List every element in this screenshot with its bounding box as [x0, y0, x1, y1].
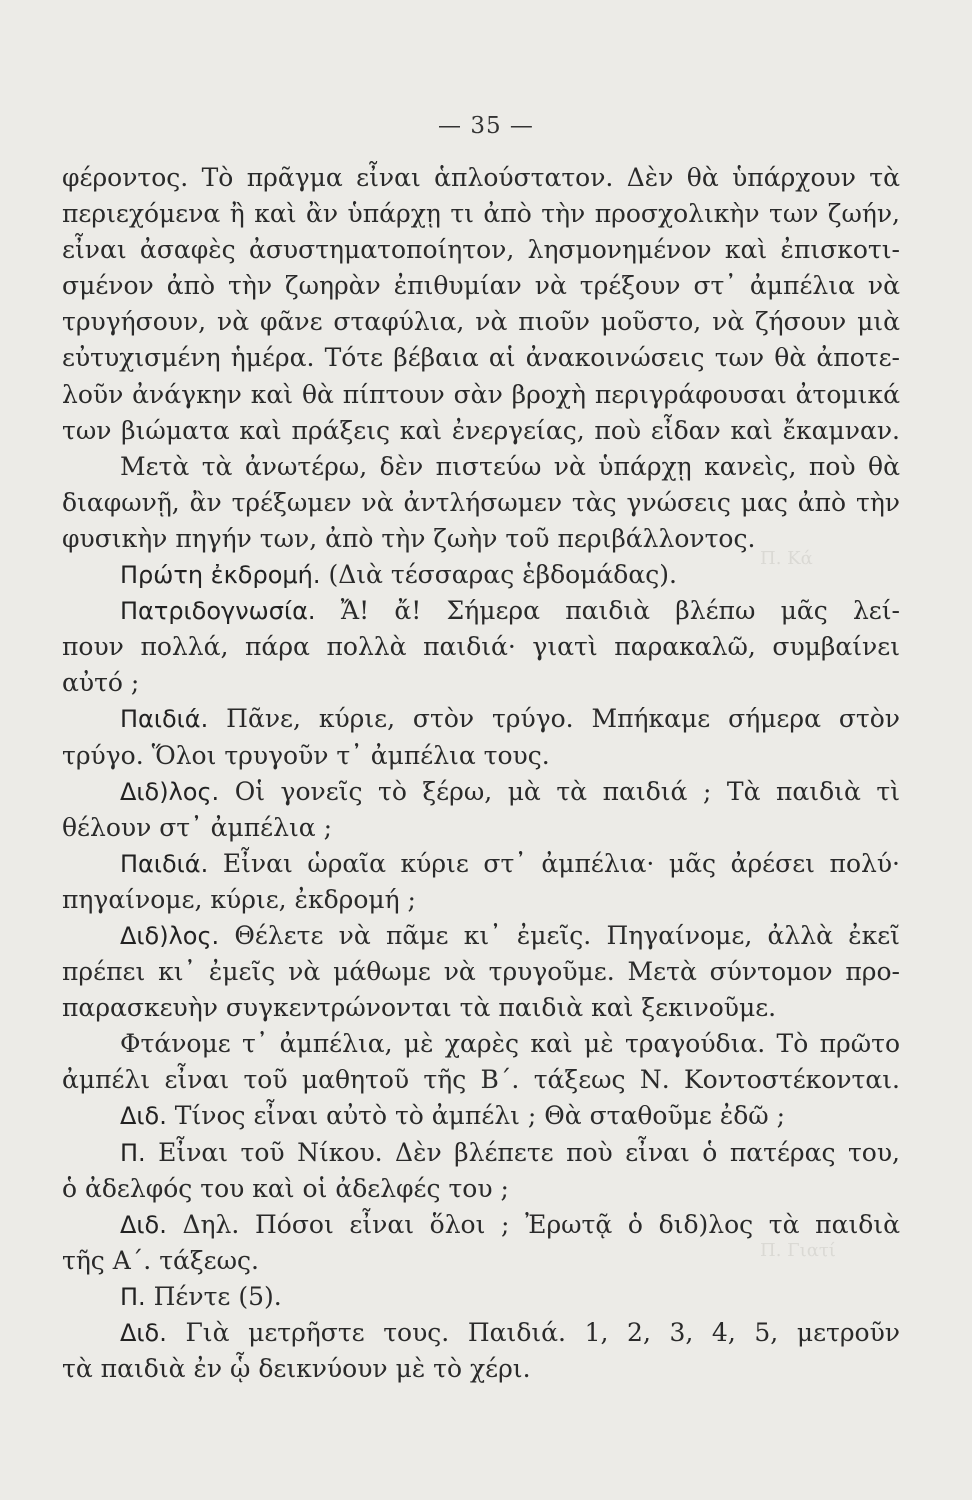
text-line	[62, 268, 900, 304]
show-through-text: Π. Κά	[760, 548, 813, 569]
line-text: τῆς Α΄. τάξεως.	[62, 1245, 259, 1275]
text-line	[62, 196, 900, 232]
text-line	[62, 1279, 900, 1315]
line-text: τρύγο. Ὅλοι τρυγοῦν τ᾽ ἀμπέλια τους.	[62, 740, 550, 770]
line-text: πουν πολλά, πάρα πολλὰ παιδιά· γιατὶ παρακαλῶ, συμβαίνει	[62, 632, 900, 662]
text-line	[62, 1171, 900, 1207]
speaker-label: Διδ)λος.	[120, 777, 220, 806]
text-line	[62, 918, 900, 954]
text-line	[62, 1207, 900, 1243]
speaker-label: Διδ.	[120, 1319, 167, 1347]
line-text: τὰ παιδιὰ ἐν ᾧ δεικνύουν μὲ τὸ χέρι.	[62, 1354, 531, 1384]
line-text: πηγαίνομε, κύριε, ἐκδρομή ;	[62, 884, 416, 914]
line-text: Μετὰ τὰ ἀνωτέρω, δὲν πιστεύω νὰ ὑπάρχῃ κανεὶς, ποὺ θὰ	[120, 451, 900, 481]
body-text	[62, 160, 900, 1387]
line-text: τρυγήσουν, νὰ φᾶνε σταφύλια, νὰ πιοῦν μοῦστο, νὰ ζήσουν μιὰ	[62, 307, 900, 337]
line-text: Πᾶνε, κύριε, στὸν τρύγο. Μπήκαμε σήμερα στὸν	[208, 704, 900, 734]
page-number: — 35 —	[438, 113, 534, 139]
line-text: εὐτυχισμένη ἡμέρα. Τότε βέβαια αἱ ἀνακοινώσεις των θὰ ἀποτε-	[62, 343, 900, 373]
text-line	[62, 1098, 900, 1134]
line-text: διαφωνῇ, ἂν τρέξωμεν νὰ ἀντλήσωμεν τὰς γνώσεις μας ἀπὸ τὴν	[62, 487, 900, 517]
text-line	[62, 665, 900, 701]
line-text: Γιὰ μετρῆστε τους. Παιδιά. 1, 2, 3, 4, 5, μετροῦν	[166, 1318, 900, 1347]
line-text: Θέλετε νὰ πᾶμε κι᾽ ἐμεῖς. Πηγαίνομε, ἀλλὰ ἐκεῖ	[219, 920, 900, 950]
text-line	[62, 1026, 900, 1062]
text-line	[62, 449, 900, 485]
text-line	[62, 1135, 900, 1171]
speaker-label: Π.	[120, 1138, 146, 1167]
text-line	[62, 160, 900, 196]
line-text: Οἱ γονεῖς τὸ ξέρω, μὰ τὰ παιδιά ; Τὰ παιδιὰ τὶ	[219, 776, 900, 806]
text-line	[62, 882, 900, 918]
text-line	[62, 1243, 900, 1279]
line-text: φυσικὴν πηγήν των, ἀπὸ τὴν ζωὴν τοῦ περιβάλλοντος.	[62, 523, 756, 553]
line-text: αὐτό ;	[62, 668, 140, 698]
speaker-label: Παιδιά.	[120, 849, 209, 878]
speaker-label: Πατριδογνωσία.	[120, 597, 316, 626]
text-line	[62, 304, 900, 340]
text-line	[62, 521, 900, 557]
line-text: εἶναι ἀσαφὲς ἀσυστηματοποίητον, λησμονημένον καὶ ἐπισκοτι-	[62, 235, 900, 265]
text-line	[62, 557, 900, 593]
line-text: Φτάνομε τ᾽ ἀμπέλια, μὲ χαρὲς καὶ μὲ τραγούδια. Τὸ πρῶτο	[120, 1029, 900, 1059]
speaker-label: Διδ)λος.	[120, 921, 220, 950]
line-text: (Διὰ τέσσαρας ἑβδομάδας).	[320, 560, 677, 590]
text-line	[62, 485, 900, 521]
text-line	[62, 990, 900, 1026]
speaker-label: Π.	[120, 1282, 146, 1311]
line-text: σμένον ἀπὸ τὴν ζωηρὰν ἐπιθυμίαν νὰ τρέξουν στ᾽ ἀμπέλια νὰ	[62, 271, 900, 301]
text-line	[62, 377, 900, 413]
line-text: των βιώματα καὶ πράξεις καὶ ἐνεργείας, ποὺ εἶδαν καὶ ἔκαμναν.	[62, 415, 900, 445]
text-line	[62, 701, 900, 737]
text-line	[62, 1062, 900, 1098]
line-text: παρασκευὴν συγκεντρώνονται τὰ παιδιὰ καὶ ξεκινοῦμε.	[62, 993, 777, 1023]
text-line	[62, 593, 900, 629]
text-line	[62, 774, 900, 810]
text-line	[62, 413, 900, 449]
text-line	[62, 232, 900, 268]
line-text: πρέπει κι᾽ ἐμεῖς νὰ μάθωμε νὰ τρυγοῦμε. Μετὰ σύντομον προ-	[62, 957, 900, 987]
line-text: λοῦν ἀνάγκην καὶ θὰ πίπτουν σὰν βροχὴ περιγράφουσαι ἀτομικά	[62, 379, 900, 409]
speaker-label: Παιδιά.	[120, 705, 209, 734]
text-line	[62, 738, 900, 774]
show-through-text: Π. Γιατί	[760, 1240, 836, 1261]
line-text: Δηλ. Πόσοι εἶναι ὅλοι ; Ἐρωτᾷ ὁ διδ)λος τὰ παιδιὰ	[166, 1209, 900, 1239]
speaker-label: Διδ.	[120, 1102, 167, 1131]
text-line	[62, 629, 900, 665]
line-text: ὁ ἀδελφός του καὶ οἱ ἀδελφές του ;	[62, 1173, 509, 1203]
line-text: Ἄ! ἄ! Σήμερα παιδιὰ βλέπω μᾶς λεί-	[315, 596, 900, 626]
speaker-label: Διδ.	[120, 1210, 167, 1239]
line-text: ἀμπέλι εἶναι τοῦ μαθητοῦ τῆς Β΄. τάξεως Ν. Κοντοστέκονται.	[62, 1065, 900, 1095]
line-text: Εἶναι τοῦ Νίκου. Δὲν βλέπετε ποὺ εἶναι ὁ πατέρας του,	[145, 1137, 900, 1167]
text-line	[62, 810, 900, 846]
line-text: θέλουν στ᾽ ἀμπέλια ;	[62, 812, 332, 842]
line-text: φέροντος. Τὸ πρᾶγμα εἶναι ἁπλούστατον. Δὲν θὰ ὑπάρχουν τὰ	[62, 163, 900, 192]
line-text: Τίνος εἶναι αὐτὸ τὸ ἀμπέλι ; Θὰ σταθοῦμε ἐδῶ ;	[166, 1101, 786, 1131]
line-text: Πέντε (5).	[145, 1281, 282, 1311]
text-line	[62, 954, 900, 990]
line-text: Εἶναι ὡραῖα κύριε στ᾽ ἀμπέλια· μᾶς ἀρέσει πολύ·	[208, 848, 900, 878]
line-text: περιεχόμενα ἢ καὶ ἂν ὑπάρχῃ τι ἀπὸ τὴν προσχολικὴν των ζωήν,	[62, 199, 900, 229]
text-line	[62, 1351, 900, 1387]
speaker-label: Πρώτη ἐκδρομή.	[120, 561, 321, 590]
text-line	[62, 1315, 900, 1351]
text-line	[62, 846, 900, 882]
text-line	[62, 340, 900, 376]
